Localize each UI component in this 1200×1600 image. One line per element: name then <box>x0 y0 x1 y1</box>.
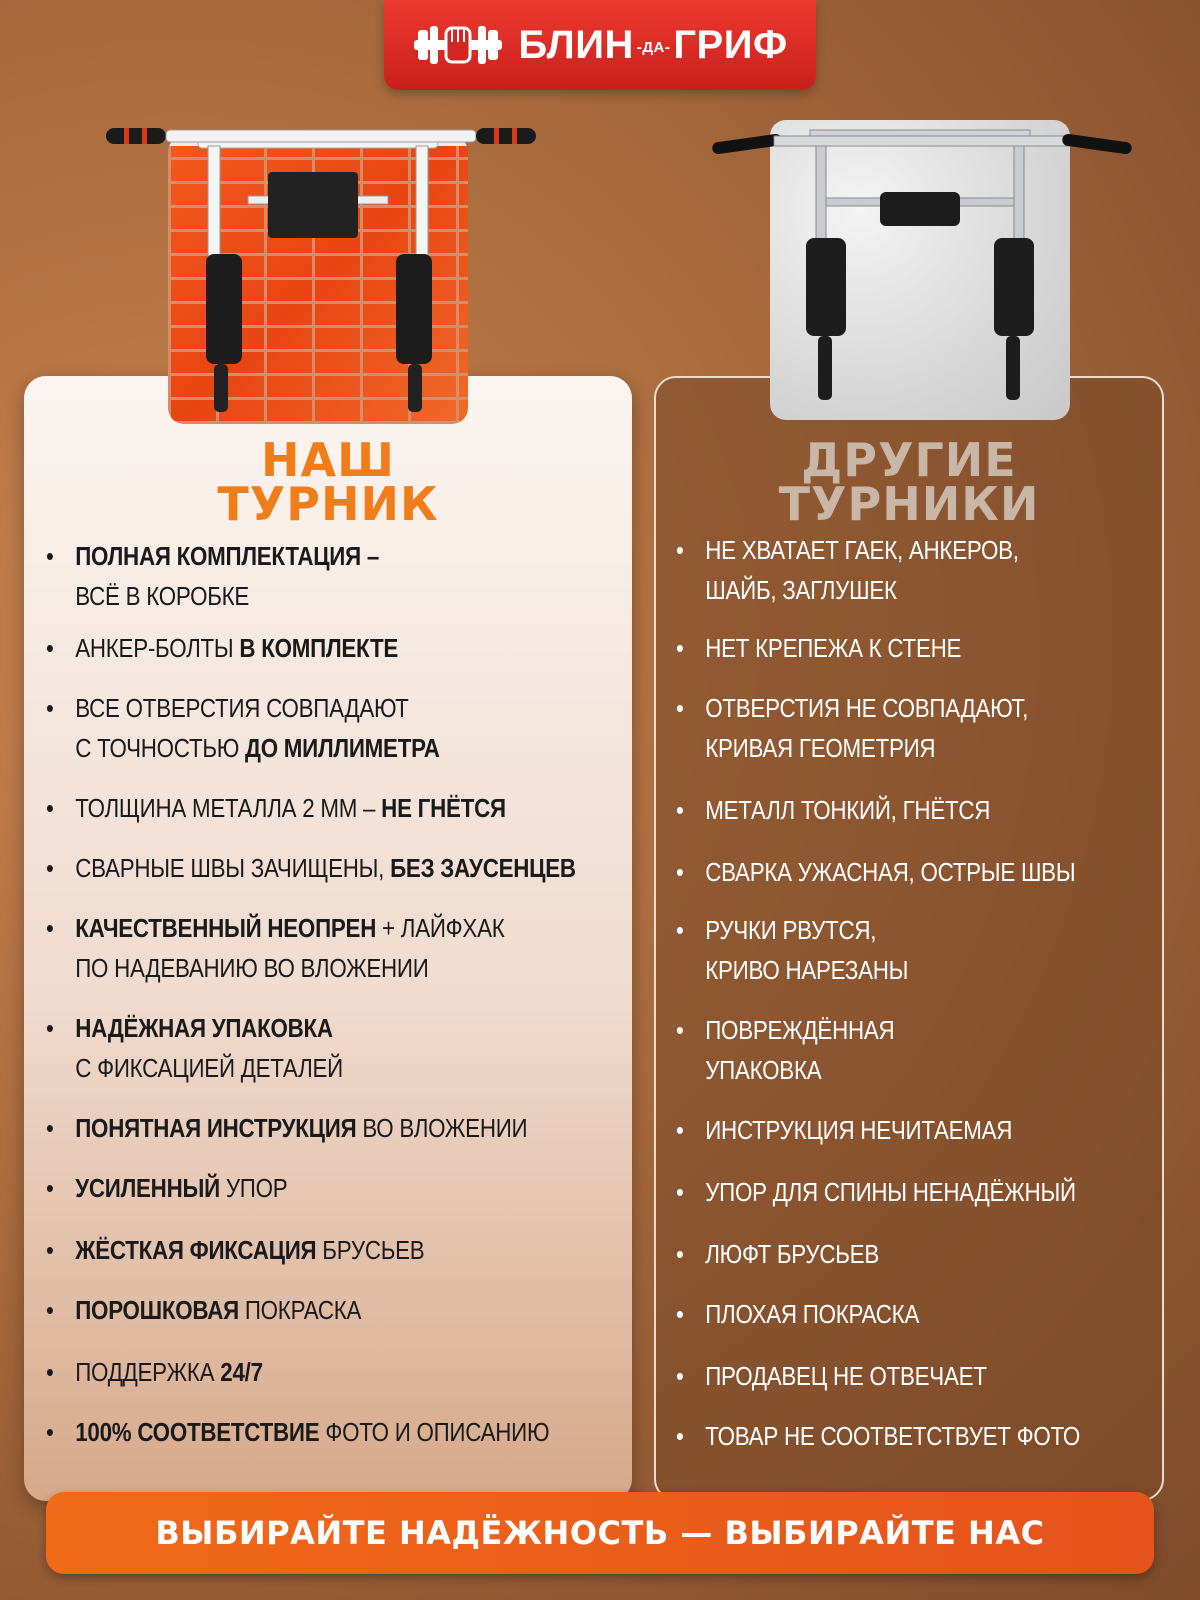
item-text: ЛЮФТ БРУСЬЕВ <box>705 1239 879 1269</box>
list-item <box>46 1108 527 1148</box>
list-item <box>46 1290 361 1330</box>
list-item <box>46 1230 424 1270</box>
item-bold-text: В КОМПЛЕКТЕ <box>239 633 399 663</box>
item-text: УПАКОВКА <box>705 1055 822 1085</box>
dumbbell-fist-icon <box>412 20 504 70</box>
our-product-heading <box>24 433 632 531</box>
item-text: СВАРКА УЖАСНАЯ, ОСТРЫЕ ШВЫ <box>705 857 1076 887</box>
item-text: ТОЛЩИНА МЕТАЛЛА 2 ММ – <box>75 793 382 823</box>
list-item <box>46 908 505 988</box>
item-text: ПОВРЕЖДЁННАЯ <box>705 1015 895 1045</box>
item-bold-text: ПОЛНАЯ КОМПЛЕКТАЦИЯ – <box>75 541 380 571</box>
item-text: БРУСЬЕВ <box>316 1235 425 1265</box>
list-item <box>46 688 440 768</box>
list-item <box>46 848 576 888</box>
item-bold-text: НАДЁЖНАЯ УПАКОВКА <box>75 1013 333 1043</box>
item-text: С ТОЧНОСТЬЮ <box>75 733 246 763</box>
item-text: АНКЕР-БОЛТЫ <box>75 633 240 663</box>
item-text: ОТВЕРСТИЯ НЕ СОВПАДАЮТ, <box>705 693 1029 723</box>
heading-line: ДРУГИЕ <box>801 433 1017 487</box>
other-pullup-bar-image <box>770 120 1070 420</box>
item-bold-text: УСИЛЕННЫЙ <box>75 1173 220 1203</box>
item-text: ПО НАДЕВАНИЮ ВО ВЛОЖЕНИИ <box>75 953 429 983</box>
item-bold-text: ЖЁСТКАЯ ФИКСАЦИЯ <box>75 1235 317 1265</box>
list-item <box>676 1172 1076 1212</box>
item-bold-text: 24/7 <box>220 1357 263 1387</box>
list-item <box>676 1356 987 1396</box>
item-text: ПОКРАСКА <box>238 1295 362 1325</box>
pullup-bar-illustration <box>168 136 468 424</box>
item-bold-text: БЕЗ ЗАУСЕНЦЕВ <box>390 853 576 883</box>
list-item <box>46 1412 549 1452</box>
list-item <box>46 788 506 828</box>
other-products-heading <box>654 433 1164 531</box>
item-bold-text: ДО МИЛЛИМЕТРА <box>245 733 440 763</box>
heading-line: ТУРНИКИ <box>778 477 1040 531</box>
item-text: ФОТО И ОПИСАНИЮ <box>319 1417 550 1447</box>
item-text: РУЧКИ РВУТСЯ, <box>705 915 877 945</box>
brand-name <box>518 23 787 68</box>
item-text: НЕТ КРЕПЕЖА К СТЕНЕ <box>705 633 962 663</box>
item-text: ВО ВЛОЖЕНИИ <box>356 1113 528 1143</box>
item-text: УПОР <box>219 1173 288 1203</box>
item-text: ВСЕ ОТВЕРСТИЯ СОВПАДАЮТ <box>75 693 409 723</box>
item-text: ИНСТРУКЦИЯ НЕЧИТАЕМАЯ <box>705 1115 1013 1145</box>
brand-name-mid: -ДА- <box>636 38 671 56</box>
list-item <box>46 1008 343 1088</box>
item-bold-text: 100% СООТВЕТСТВИЕ <box>75 1417 320 1447</box>
item-text: ВСЁ В КОРОБКЕ <box>75 581 250 611</box>
list-item <box>676 1416 1080 1456</box>
cta-banner <box>46 1492 1154 1574</box>
brand-name-part2: ГРИФ <box>673 22 788 67</box>
list-item <box>676 910 908 990</box>
our-pullup-bar-image <box>168 136 468 424</box>
item-text: + ЛАЙФХАК <box>376 913 505 943</box>
other-bar-illustration <box>770 120 1070 420</box>
item-bold-text: НЕ ГНЁТСЯ <box>381 793 506 823</box>
list-item <box>46 628 398 668</box>
list-item <box>676 1234 879 1274</box>
list-item <box>676 1294 919 1334</box>
list-item <box>676 852 1075 892</box>
item-text: КРИВО НАРЕЗАНЫ <box>705 955 909 985</box>
item-text: ПРОДАВЕЦ НЕ ОТВЕЧАЕТ <box>705 1361 987 1391</box>
item-bold-text: ПОНЯТНАЯ ИНСТРУКЦИЯ <box>75 1113 357 1143</box>
item-text: СВАРНЫЕ ШВЫ ЗАЧИЩЕНЫ, <box>75 853 391 883</box>
list-item <box>676 628 961 668</box>
item-text: С ФИКСАЦИЕЙ ДЕТАЛЕЙ <box>75 1053 343 1083</box>
list-item <box>676 530 1019 610</box>
list-item <box>676 688 1028 768</box>
list-item <box>676 1010 894 1090</box>
brand-name-part1: БЛИН <box>518 22 634 67</box>
other-bar-handles <box>712 124 1132 164</box>
heading-line: НАШ <box>261 433 395 487</box>
heading-line: ТУРНИК <box>217 477 439 531</box>
list-item <box>46 1168 287 1208</box>
item-text: УПОР ДЛЯ СПИНЫ НЕНАДЁЖНЫЙ <box>705 1177 1076 1207</box>
cta-text: ВЫБИРАЙТЕ НАДЁЖНОСТЬ — ВЫБИРАЙТЕ НАС <box>155 1514 1045 1552</box>
list-item <box>676 1110 1012 1150</box>
our-bar-handles <box>106 118 536 158</box>
item-text: ПОДДЕРЖКА <box>75 1357 221 1387</box>
item-bold-text: КАЧЕСТВЕННЫЙ НЕОПРЕН <box>75 913 377 943</box>
item-text: ПЛОХАЯ ПОКРАСКА <box>705 1299 920 1329</box>
list-item <box>46 1352 263 1392</box>
brand-banner <box>384 0 816 90</box>
item-text: МЕТАЛЛ ТОНКИЙ, ГНЁТСЯ <box>705 795 991 825</box>
list-item <box>46 536 379 616</box>
list-item <box>676 790 990 830</box>
item-bold-text: ПОРОШКОВАЯ <box>75 1295 239 1325</box>
item-text: НЕ ХВАТАЕТ ГАЕК, АНКЕРОВ, <box>705 535 1019 565</box>
item-text: КРИВАЯ ГЕОМЕТРИЯ <box>705 733 936 763</box>
item-text: ШАЙБ, ЗАГЛУШЕК <box>705 575 897 605</box>
item-text: ТОВАР НЕ СООТВЕТСТВУЕТ ФОТО <box>705 1421 1081 1451</box>
